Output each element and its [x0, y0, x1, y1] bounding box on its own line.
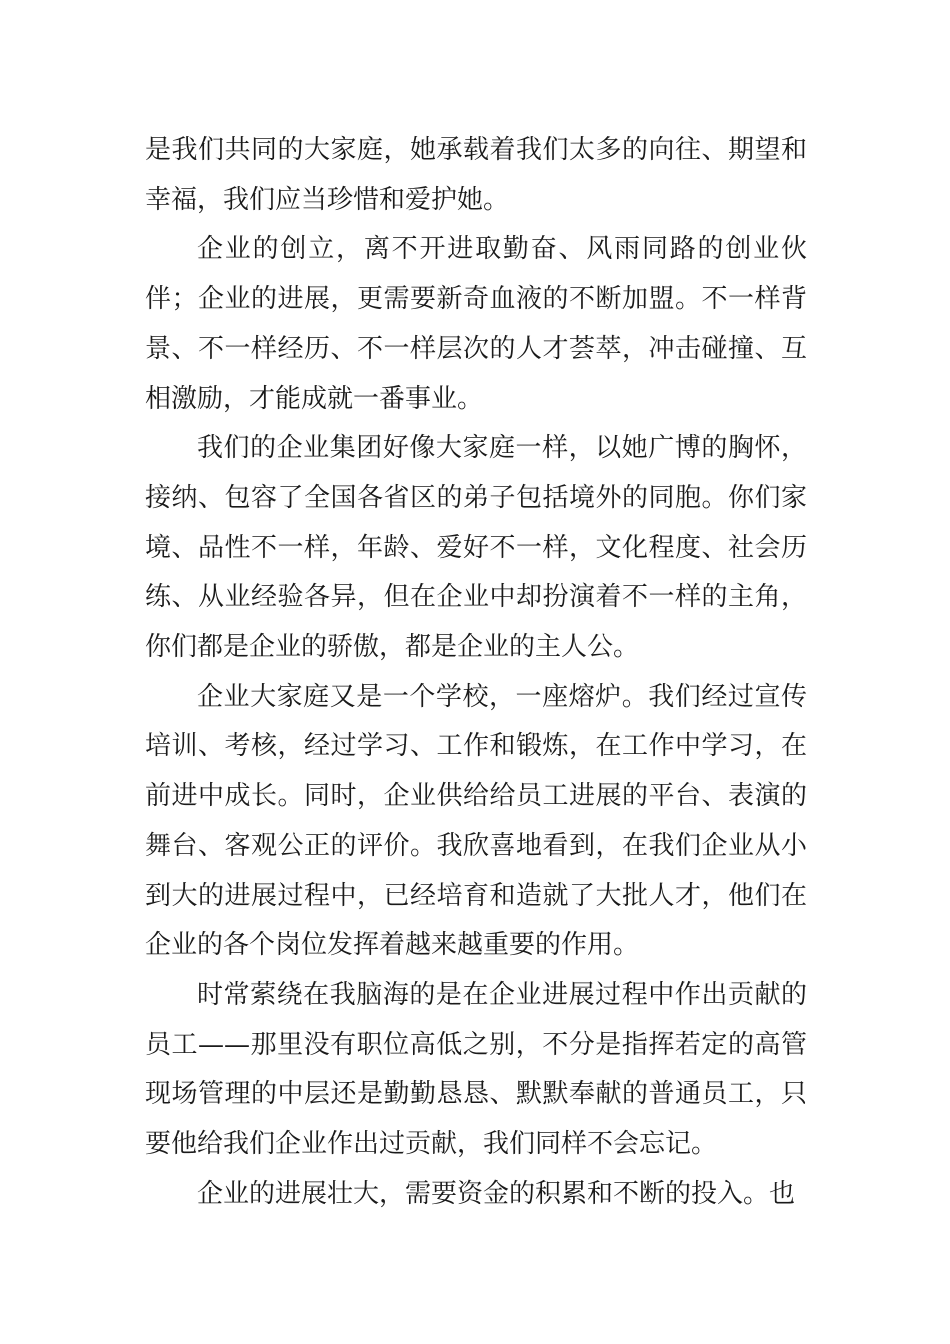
paragraph-4: 企业大家庭又是一个学校，一座熔炉。我们经过宣传培训、考核，经过学习、工作和锻炼，在工作中学习，在前进中成长。同时，企业供给给员工进展的平台、表演的舞台、客观公正的评价。我欣喜地看到，在我们企业从小到大的进展过程中，已经培育和造就了大批人才，他们在企业的各个岗位发挥着越来越重要的作用。 — [145, 681, 807, 961]
paragraph-2: 企业的创立，离不开进取勤奋、风雨同路的创业伙伴；企业的进展，更需要新奇血液的不断加盟。不一样背景、不一样经历、不一样层次的人才荟萃，冲击碰撞、互相激励，才能成就一番事业。 — [145, 234, 807, 414]
paragraph-5: 时常萦绕在我脑海的是在企业进展过程中作出贡献的员工——那里没有职位高低之别，不分是指挥若定的高管现场管理的中层还是勤勤恳恳、默默奉献的普通员工，只要他给我们企业作出过贡献，我们同样不会忘记。 — [145, 979, 807, 1160]
document-body — [145, 126, 807, 1219]
paragraph-3: 我们的企业集团好像大家庭一样，以她广博的胸怀，接纳、包容了全国各省区的弟子包括境外的同胞。你们家境、品性不一样，年龄、爱好不一样，文化程度、社会历练、从业经验各异，但在企业中却扮演着不一样的主角，你们都是企业的骄傲，都是企业的主人公。 — [145, 433, 807, 663]
paragraph-1: 是我们共同的大家庭，她承载着我们太多的向往、期望和幸福，我们应当珍惜和爱护她。 — [145, 135, 807, 215]
paragraph-6: 企业的进展壮大，需要资金的积累和不断的投入。也 — [197, 1178, 796, 1209]
